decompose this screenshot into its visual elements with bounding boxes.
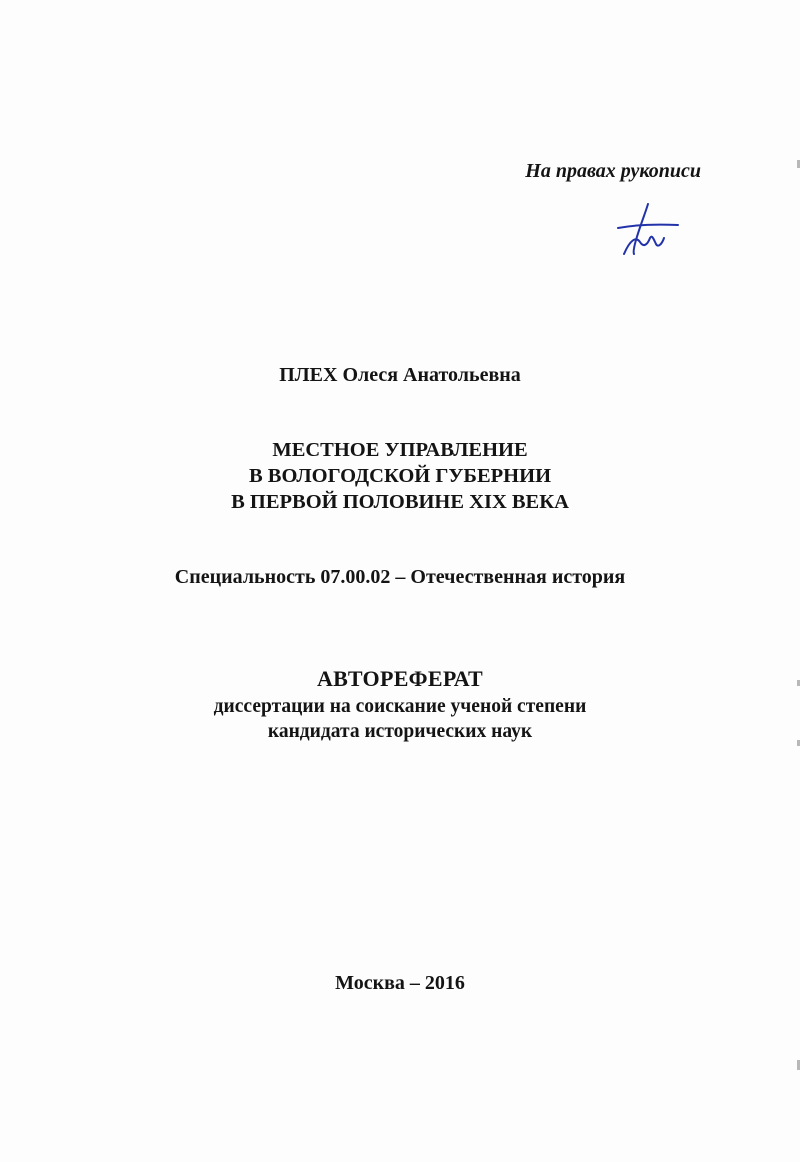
abstract-line: диссертации на соискание ученой степени [213,696,587,717]
title-line: В ВОЛОГОДСКОЙ ГУБЕРНИИ [248,465,552,487]
rights-note: На правах рукописи [525,160,701,182]
author-name: ПЛЕХ Олеся Анатольевна [279,364,521,386]
specialty-line: Специальность 07.00.02 – Отечественная история [174,566,626,588]
title-line: В ПЕРВОЙ ПОЛОВИНЕ XIX ВЕКА [231,491,569,513]
abstract-line: кандидата исторических наук [267,721,533,742]
signature-icon [612,200,682,260]
place-and-year: Москва – 2016 [335,972,465,994]
abstract-heading: АВТОРЕФЕРАТ [316,666,483,691]
abstract-description [0,694,800,744]
title-line: МЕСТНОЕ УПРАВЛЕНИЕ [272,439,528,461]
dissertation-title [0,437,800,515]
